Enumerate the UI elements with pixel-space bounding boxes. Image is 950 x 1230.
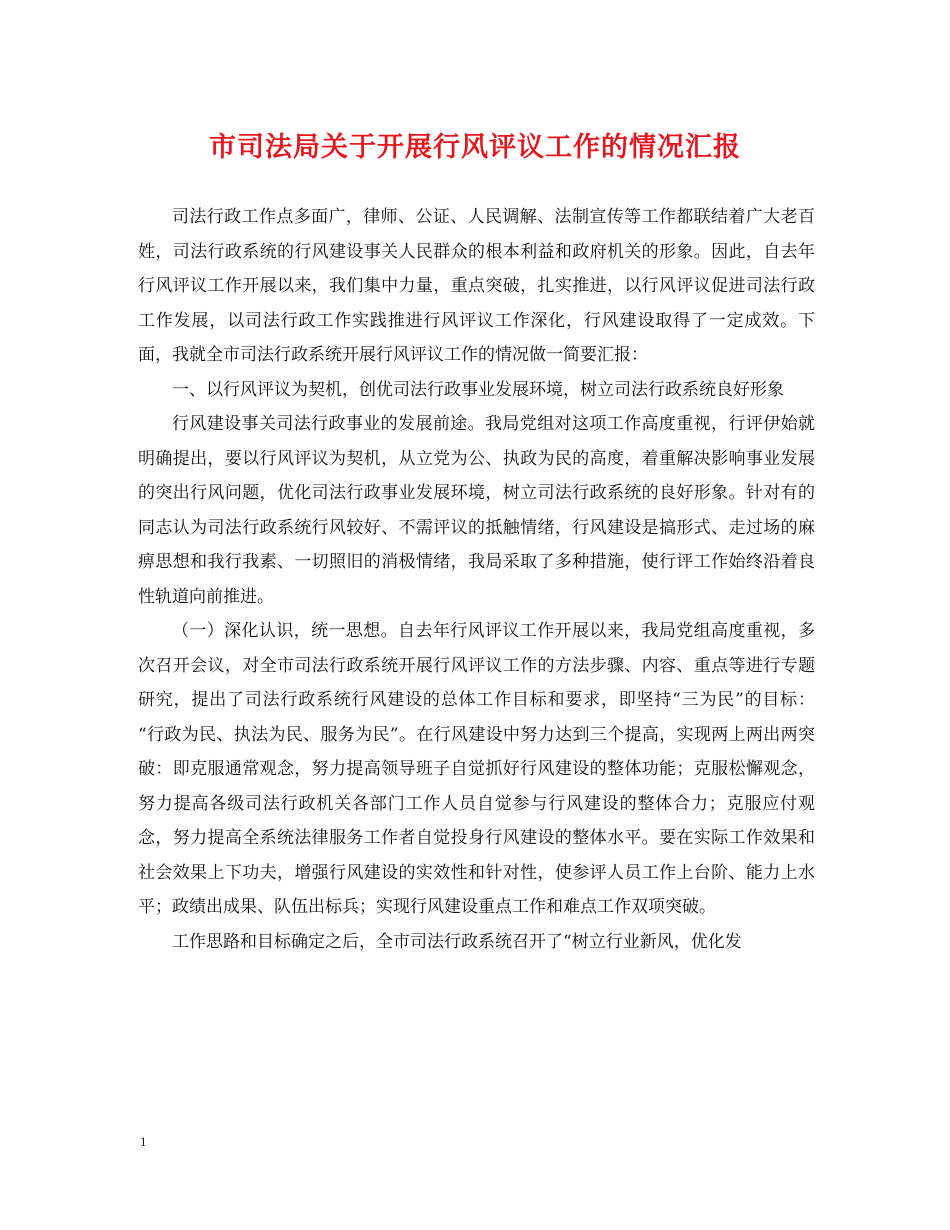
document-title: 市司法局关于开展行风评议工作的情况汇报 bbox=[209, 132, 741, 163]
paragraph-intro: 司法行政工作点多面广，律师、公证、人民调解、法制宣传等工作都联结着广大老百姓，司法行政系统的行风建设事关人民群众的根本利益和政府机关的形象。因此，自去年行风评议工作开展以来，我们集中力量，重点突破，扎实推进，以行风评议促进司法行政工作发展，以司法行政工作实践推进行风评议工作深化，行风建设取得了一定成效。下面，我就全市司法行政系统开展行风评议工作的情况做一简要汇报： bbox=[138, 207, 815, 365]
paragraph-subsection-1: （一）深化认识，统一思想。自去年行风评议工作开展以来，我局党组高度重视，多次召开会议，对全市司法行政系统开展行风评议工作的方法步骤、内容、重点等进行专题研究，提出了司法行政系统行风建设的总体工作目标和要求，即坚持“三为民”的目标： “行政为民、执法为民、服务为民”。在行风建设中努力达到三个提高，实现两上两出两突破：即克服通常观念，努力提高领导班子自觉抓好行风建设的整体功能；克服松懈观念，努力提高各级司法行政机关各部门工作人员自觉参与行风建设的整体合力；克服应付观念，努力提高全系统法律服务工作者自觉投身行风建设的整体水平。要在实际工作效果和社会效果上下功夫，增强行风建设的实效性和针对性，使参评人员工作上台阶、能力上水平；政绩出成果、队伍出标兵；实现行风建设重点工作和难点工作双项突破。 bbox=[138, 621, 815, 917]
paragraph-section-1: 行风建设事关司法行政事业的发展前途。我局党组对这项工作高度重视，行评伊始就明确提出，要以行风评议为契机，从立党为公、执政为民的高度，着重解决影响事业发展的突出行风问题，优化司法行政事业发展环境，树立司法行政系统的良好形象。针对有的同志认为司法行政系统行风较好、不需评议的抵触情绪，行风建设是搞形式、走过场的麻痹思想和我行我素、一切照旧的消极情绪，我局采取了多种措施，使行评工作始终沿着良性轨道向前推进。 bbox=[138, 414, 815, 607]
paragraph-continuation: 工作思路和目标确定之后，全市司法行政系统召开了“树立行业新风，优化发 bbox=[172, 931, 742, 952]
section-heading-1: 一、以行风评议为契机，创优司法行政事业发展环境，树立司法行政系统良好形象 bbox=[172, 379, 784, 400]
page-number: 1 bbox=[140, 1134, 147, 1149]
document-body bbox=[138, 200, 815, 959]
